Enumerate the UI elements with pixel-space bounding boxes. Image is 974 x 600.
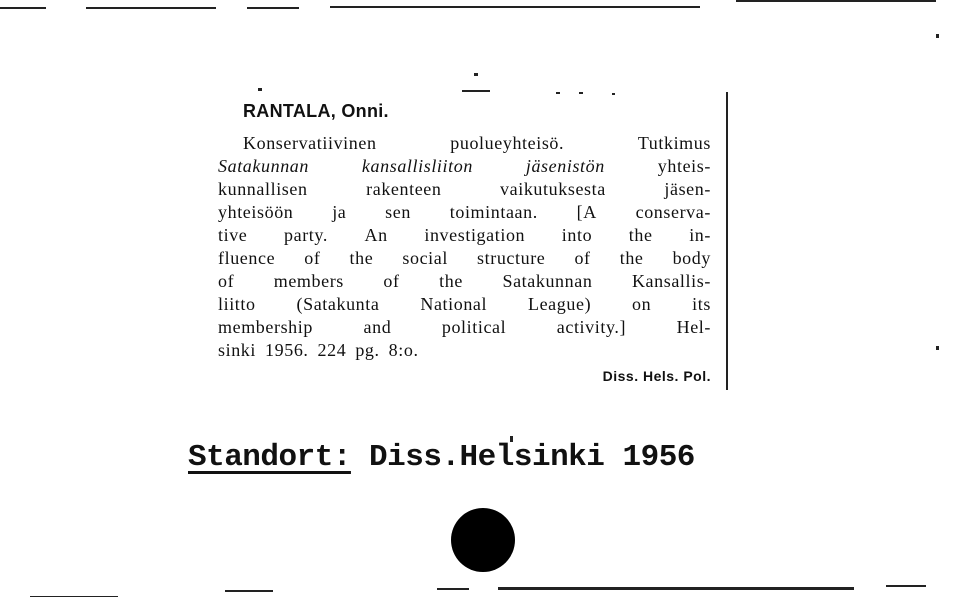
- description-line: [218, 132, 711, 155]
- description-word: the: [349, 248, 374, 268]
- description-word: 8:o.: [388, 340, 419, 360]
- speck: [474, 73, 478, 76]
- location-stamp: [188, 440, 695, 475]
- description-line: [218, 293, 711, 316]
- description-word: Satakunnan: [502, 271, 593, 291]
- card-right-rule: [726, 92, 728, 390]
- description-word: (Satakunta: [296, 294, 380, 314]
- scan-rule: [437, 588, 469, 590]
- description-word: toimintaan.: [449, 202, 538, 222]
- description-word: 224: [317, 340, 347, 360]
- description-word: on: [632, 294, 652, 314]
- description-word: puolueyhteisö.: [450, 133, 565, 153]
- speck: [612, 93, 615, 95]
- description-word: in-: [689, 225, 711, 245]
- description-word: rakenteen: [366, 179, 442, 199]
- description-word: and: [363, 317, 392, 337]
- location-value: Diss.Helsinki 1956: [369, 440, 695, 475]
- description-word: conserva-: [635, 202, 711, 222]
- scan-rule: [30, 596, 118, 597]
- description-word: An: [364, 225, 388, 245]
- description-word: Kansallis-: [631, 271, 711, 291]
- description-word: of: [574, 248, 591, 268]
- description-word: the: [619, 248, 644, 268]
- description-word: social: [402, 248, 448, 268]
- card-description: [218, 132, 711, 362]
- description-word: fluence: [218, 248, 276, 268]
- description-word: 1956.: [265, 340, 309, 360]
- scan-rule: [498, 587, 854, 590]
- scan-rule: [886, 585, 926, 587]
- speck: [936, 346, 939, 350]
- scan-rule: [0, 7, 46, 9]
- description-word: the: [628, 225, 653, 245]
- description-line: [218, 155, 711, 178]
- description-word: party.: [284, 225, 328, 245]
- description-word: investigation: [424, 225, 526, 245]
- speck: [258, 88, 262, 91]
- description-word: jäsen-: [664, 179, 711, 199]
- description-word: [A: [576, 202, 597, 222]
- description-line: [218, 224, 711, 247]
- scan-rule: [225, 590, 273, 592]
- description-word: tive: [218, 225, 248, 245]
- description-word: sen: [385, 202, 411, 222]
- description-word: of: [383, 271, 400, 291]
- description-word: sinki: [218, 340, 257, 360]
- call-number: Diss. Hels. Pol.: [602, 368, 711, 384]
- description-word: yhteis-: [657, 156, 711, 176]
- description-word: yhteisöön: [218, 202, 294, 222]
- description-word: Hel-: [676, 317, 711, 337]
- description-word: kunnallisen: [218, 179, 308, 199]
- description-word: activity.]: [556, 317, 627, 337]
- speck: [579, 92, 583, 94]
- description-word: Konservatiivinen: [243, 133, 377, 153]
- description-word: body: [672, 248, 711, 268]
- description-word: the: [439, 271, 463, 291]
- speck: [936, 34, 939, 38]
- scan-rule: [247, 7, 299, 9]
- description-word: Satakunnan: [218, 156, 309, 176]
- description-word: membership: [218, 317, 313, 337]
- scan-rule: [330, 6, 700, 8]
- description-word: of: [304, 248, 321, 268]
- description-line: [218, 247, 711, 270]
- description-word: political: [441, 317, 507, 337]
- speck: [556, 92, 560, 94]
- speck: [462, 90, 490, 92]
- description-word: liitto: [218, 294, 256, 314]
- description-word: League): [528, 294, 592, 314]
- description-word: its: [692, 294, 711, 314]
- scan-rule: [736, 0, 936, 2]
- description-word: jäsenistön: [525, 156, 605, 176]
- punch-hole: [451, 508, 515, 572]
- description-word: National: [420, 294, 488, 314]
- description-word: structure: [477, 248, 546, 268]
- description-line: [218, 339, 711, 362]
- author-heading: RANTALA, Onni.: [243, 101, 389, 121]
- description-line: [218, 270, 711, 293]
- description-word: of: [218, 271, 235, 291]
- description-word: members: [273, 271, 344, 291]
- description-word: pg.: [355, 340, 380, 360]
- description-word: vaikutuksesta: [500, 179, 606, 199]
- description-line: [218, 316, 711, 339]
- scan-rule: [86, 7, 216, 9]
- description-word: ja: [332, 202, 347, 222]
- description-line: [218, 178, 711, 201]
- description-line: [218, 201, 711, 224]
- description-word: kansallisliiton: [361, 156, 473, 176]
- description-word: into: [561, 225, 593, 245]
- description-word: Tutkimus: [637, 133, 711, 153]
- location-label: Standort:: [188, 440, 351, 475]
